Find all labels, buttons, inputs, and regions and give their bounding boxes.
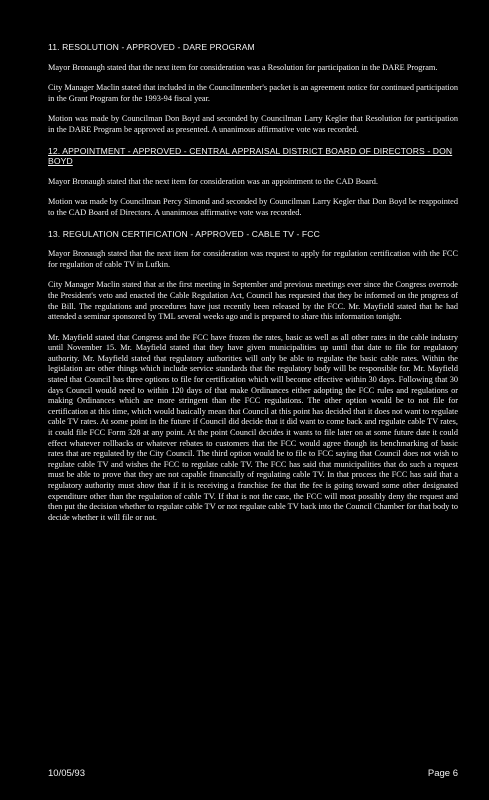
- paragraph: Mayor Bronaugh stated that the next item for consideration was a Resolution for participation in the DARE Program.: [48, 62, 438, 72]
- paragraph: Mayor Bronaugh stated that the next item for consideration was request to apply for regulation certification with the FCC for regulation of cable TV in Lufkin.: [48, 249, 458, 269]
- paragraph: Motion was made by Councilman Don Boyd and seconded by Councilman Larry Kegler that Resolution for participation in the DARE Program be approved as presented. A unanimous affirmative vote was recorded.: [48, 114, 458, 134]
- paragraph: Motion was made by Councilman Percy Simond and seconded by Councilman Larry Kegler that Don Boyd be reappointed to the CAD Board of Directors. A unanimous affirmative vote was recorded.: [48, 197, 458, 217]
- section-cad-board-appointment: [48, 146, 458, 219]
- paragraph: Mayor Bronaugh stated that the next item for consideration was an appointment to the CAD Board.: [48, 176, 378, 186]
- paragraph: City Manager Maclin stated that at the first meeting in September and previous meetings ever since the Congress overrode the President's veto and enacted the Cable Regulation Act, Council has requested that they be informed on the progress of the Bill. The regulations and procedures have just recently been released by the FCC. Mr. Mayfield stated that he had attended a seminar sponsored by TML several weeks ago and is prepared to share this information tonight.: [48, 280, 458, 322]
- section-heading: 13. REGULATION CERTIFICATION - APPROVED - CABLE TV - FCC: [48, 228, 320, 239]
- section-dare-program: [48, 42, 458, 136]
- section-heading: 12. APPOINTMENT - APPROVED - CENTRAL APPRAISAL DISTRICT BOARD OF DIRECTORS - DON BOYD: [48, 145, 453, 167]
- footer-date: 10/05/93: [48, 768, 85, 779]
- paragraph: City Manager Maclin stated that included in the Councilmember's packet is an agreement notice for continued participation in the Grant Program for the 1993-94 fiscal year.: [48, 83, 458, 103]
- minutes-body: [48, 42, 458, 533]
- section-cable-tv-regulation: [48, 229, 458, 524]
- section-heading: 11. RESOLUTION - APPROVED - DARE PROGRAM: [48, 42, 255, 52]
- footer-page-number: Page 6: [427, 768, 458, 779]
- page-footer: [48, 768, 458, 779]
- paragraph: Mr. Mayfield stated that Congress and the FCC have frozen the rates, basic as well as all other rates in the cable industry until November 15. Mr. Mayfield stated that they have given municipalities up until that date to file for regulatory authority. Mr. Mayfield stated that regulatory authorities will only be able to regulate the basic cable rates. Within the legislation are other things which include service standards that the regulatory body will be responsible for. Mr. Mayfield stated that Council has three options to file for certification which will become effective within 30 days. Following that 30 days Council would need to within 120 days of that make Ordinances either adopting the FCC rules and regulations or making Ordinances which are more stringent than the FCC regulations. The other option would be to not file for certification at this time, which would basically mean that Council at this point has decided that it does not want to regulate cable TV rates. At some point in the future if Council did decide that it did want to come back and regulate cable TV rates, it could file FCC Form 328 at any point. At the point Council decides it wants to file later on at some future date it could effect whatever rollbacks or whatever rebates to customers that the FCC would agree though its benchmarking of basic rates that are regulated by the City Council. The third option would be to file to FCC saying that Council does not wish to regulate cable TV and wishes the FCC to regulate cable TV. The FCC has said that municipalities that do such a request must be able to prove that they are not capable financially of regulating cable TV. In that process the FCC has said that a regulatory authority must show that if it is receiving a franchise fee that the fee is going toward some other designated expenditure other than the regulation of cable TV. If that is not the case, the FCC will most possibly deny the request and then put the decision whether to regulate cable TV or not regulate cable TV back into the Council Chamber for that body to decide whether it will file or not.: [48, 332, 458, 522]
